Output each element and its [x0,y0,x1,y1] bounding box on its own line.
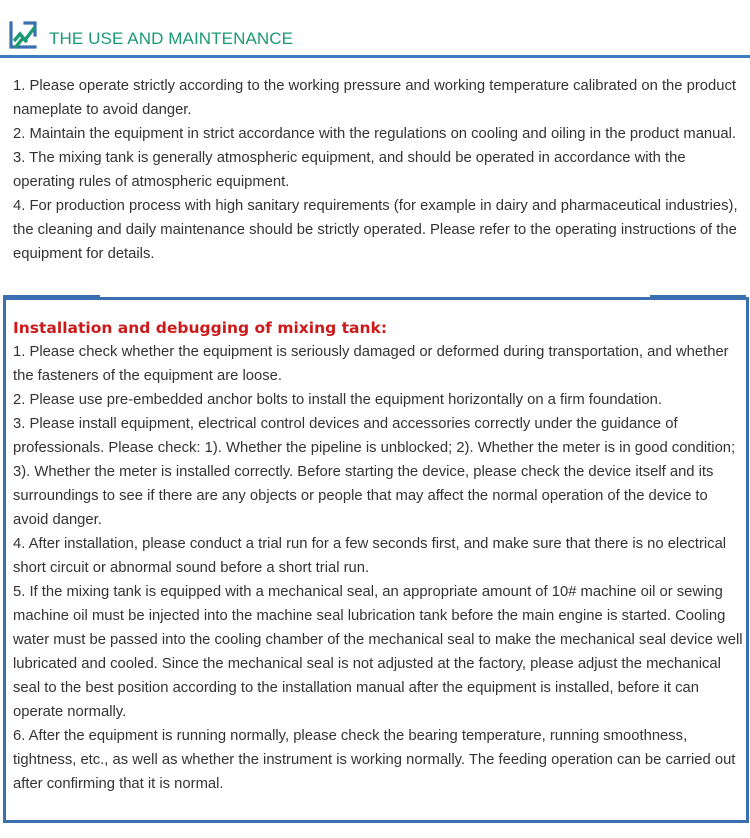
maintenance-list [13,74,746,266]
list-item: 1. Please check whether the equipment is seriously damaged or deformed during transportation, and whether the fasteners of the equipment are loose. [13,344,729,384]
list-item: 6. After the equipment is running normally, please check the bearing temperature, running smoothness, tightness, etc., as well as whether the instrument is working normally. The feeding operation can be carried out after confirming that it is normal. [13,728,736,792]
section-header [0,0,750,62]
chart-trend-logo-icon [5,17,41,53]
list-item: 3. Please install equipment, electrical control devices and accessories correctly under the guidance of professionals. Please check: 1). Whether the pipeline is unblocked; 2). Whether the meter is in good condition; 3). Whether the meter is installed correctly. Before starting the device, please check the device itself and its surroundings to see if there are any objects or people that may affect the normal operation of the device to avoid danger. [13,416,736,528]
list-item: 1. Please operate strictly according to the working pressure and working temperature calibrated on the product nameplate to avoid danger. [13,78,736,118]
box-accent-right [650,295,746,299]
list-item: 3. The mixing tank is generally atmospheric equipment, and should be operated in accordance with the operating rules of atmospheric equipment. [13,150,686,190]
header-divider [0,55,750,58]
installation-heading: Installation and debugging of mixing tank: [13,319,388,337]
installation-section [13,316,747,796]
list-item: 2. Maintain the equipment in strict accordance with the regulations on cooling and oiling in the product manual. [13,126,737,142]
list-item: 5. If the mixing tank is equipped with a mechanical seal, an appropriate amount of 10# machine oil or sewing machine oil must be injected into the machine seal lubrication tank before the main engine is started. Cooling water must be passed into the cooling chamber of the mechanical seal to make the mechanical seal device well lubricated and cooled. Since the mechanical seal is not adjusted at the factory, please adjust the mechanical seal to the best position according to the installation manual after the equipment is installed, before it can operate normally. [13,584,743,720]
list-item: 4. For production process with high sanitary requirements (for example in dairy and pharmaceutical industries), the cleaning and daily maintenance should be strictly operated. Please refer to the operating instructions of the equipment for details. [13,198,738,262]
box-accent-left [3,295,100,299]
list-item: 4. After installation, please conduct a trial run for a few seconds first, and make sure that there is no electrical short circuit or abnormal sound before a short trial run. [13,536,727,576]
list-item: 2. Please use pre-embedded anchor bolts to install the equipment horizontally on a firm foundation. [13,392,662,408]
section-title: THE USE AND MAINTENANCE [49,29,294,48]
